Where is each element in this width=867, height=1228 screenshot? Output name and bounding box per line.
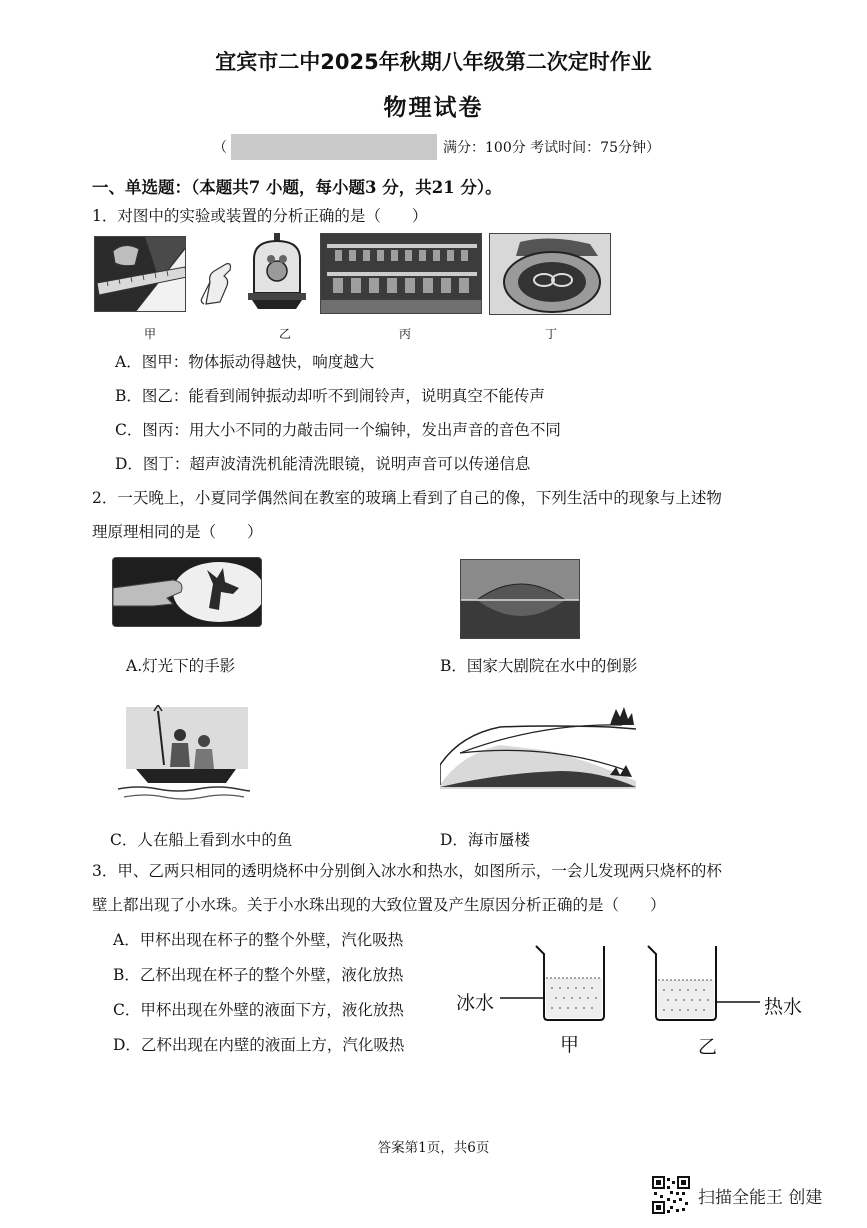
q1-caption-yi: 乙	[278, 327, 291, 341]
redacted-field	[231, 134, 437, 160]
q2-figure-fisherman-boat	[118, 705, 250, 801]
q2-figure-hand-shadow	[112, 557, 262, 627]
q1-hand-icon	[196, 258, 236, 308]
q2-option-c: C．人在船上看到水中的鱼	[110, 831, 293, 849]
watermark-text: 扫描全能王 创建	[698, 1187, 823, 1208]
info-score-time: 满分：100分 考试时间：75分钟）	[443, 140, 660, 156]
q1-figure-ding	[489, 233, 611, 315]
scanner-watermark	[652, 1176, 822, 1214]
q1-option-c: C．图丙：用大小不同的力敲击同一个编钟，发出声音的音色不同	[115, 421, 561, 439]
q3-beaker-figure	[456, 940, 806, 1060]
q3-option-b: B．乙杯出现在杯子的整个外壁，液化放热	[113, 966, 404, 984]
exam-info-line	[213, 134, 660, 160]
q2-figure-theatre-reflection	[460, 559, 580, 639]
q2-option-d: D．海市蜃楼	[440, 831, 530, 849]
q2-option-b: B．国家大剧院在水中的倒影	[440, 657, 638, 675]
q1-stem: 1．对图中的实验或装置的分析正确的是（ ）	[92, 207, 428, 225]
q2-stem-line1: 2．一天晚上，小夏同学偶然间在教室的玻璃上看到了自己的像，下列生活中的现象与上述物	[92, 489, 722, 507]
q1-figure-bing	[320, 233, 482, 314]
info-open-paren: （	[213, 140, 227, 156]
q3-option-a: A．甲杯出现在杯子的整个外壁，汽化吸热	[113, 931, 404, 949]
q2-figure-mirage	[440, 705, 636, 789]
q1-caption-bing: 丙	[398, 327, 411, 341]
q3-option-d: D．乙杯出现在内壁的液面上方，汽化吸热	[113, 1036, 405, 1054]
q1-caption-ding: 丁	[544, 327, 557, 341]
q1-caption-jia: 甲	[143, 327, 156, 341]
exam-subtitle: 物理试卷	[383, 94, 484, 121]
q1-option-b: B．图乙：能看到闹钟振动却听不到闹铃声，说明真空不能传声	[115, 387, 545, 405]
q3-label-cup-yi: 乙	[698, 1036, 718, 1058]
page-footer: 答案第1页，共6页	[377, 1140, 490, 1156]
qr-code-icon	[652, 1176, 690, 1214]
section-heading: 一、单选题：（本题共7 小题，每小题3 分，共21 分）。	[92, 178, 502, 197]
q1-figure-jia	[94, 236, 186, 312]
q1-figure-yi	[244, 233, 310, 311]
q3-label-hot-water: 热水	[764, 996, 803, 1018]
q2-option-a: A.灯光下的手影	[126, 657, 236, 675]
exam-title: 宜宾市二中2025年秋期八年级第二次定时作业	[215, 50, 652, 74]
q3-stem-line1: 3．甲、乙两只相同的透明烧杯中分别倒入冰水和热水，如图所示，一会儿发现两只烧杯的杯	[92, 862, 722, 880]
q2-stem-line2: 理原理相同的是（ ）	[92, 523, 263, 541]
q3-stem-line2: 壁上都出现了小水珠。关于小水珠出现的大致位置及产生原因分析正确的是（ ）	[92, 896, 666, 914]
q3-label-ice-water: 冰水	[456, 992, 495, 1014]
q1-option-a: A．图甲：物体振动得越快，响度越大	[115, 353, 375, 371]
q1-option-d: D．图丁：超声波清洗机能清洗眼镜，说明声音可以传递信息	[115, 455, 531, 473]
q3-option-c: C．甲杯出现在外壁的液面下方，液化放热	[113, 1001, 404, 1019]
q3-label-cup-jia: 甲	[560, 1034, 580, 1056]
